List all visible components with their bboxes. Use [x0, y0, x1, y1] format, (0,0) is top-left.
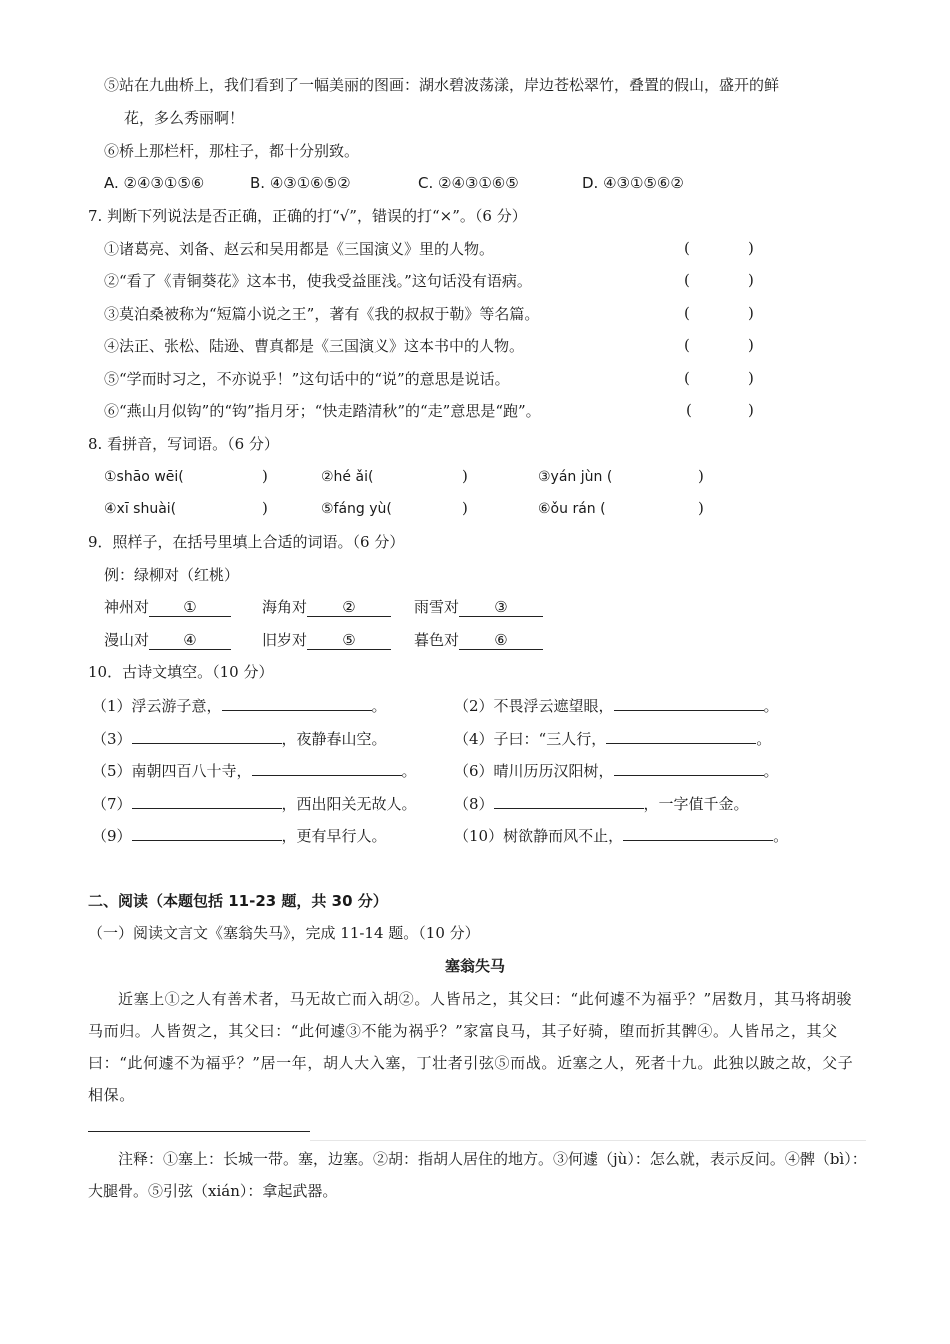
q10-post: 。 [371, 697, 387, 715]
footnote-divider-faint [310, 1140, 866, 1141]
q10-pre: （8） [454, 795, 494, 813]
q10-pre: （5）南朝四百八十寺， [92, 762, 252, 780]
q7-paren-open-4: ( [684, 336, 690, 354]
q8-close-3[interactable]: ) [698, 467, 704, 485]
q8-item-5: ⑤fáng yù( [321, 501, 392, 517]
q7-title: 7. 判断下列说法是否正确，正确的打“√”，错误的打“×”。（6 分） [88, 207, 527, 225]
q8-item-4: ④xī shuài( [104, 501, 177, 517]
q8-item-3: ③yán jùn ( [538, 469, 613, 485]
q9-blank-3[interactable]: ③ [459, 598, 543, 617]
q7-item-1: ①诸葛亮、刘备、赵云和吴用都是《三国演义》里的人物。 [104, 240, 495, 258]
q7-paren-open-1: ( [684, 239, 690, 257]
q6-sentence-5-line2: 花，多么秀丽啊！ [124, 109, 245, 127]
q7-paren-open-2: ( [684, 271, 690, 289]
q10-item-10 [454, 825, 788, 846]
q10-blank-6[interactable] [614, 760, 764, 776]
q10-post: 。 [756, 730, 772, 748]
q6-option-d: D. ④③①⑤⑥② [582, 174, 684, 192]
q9-blank-2[interactable]: ② [307, 598, 391, 617]
q8-item-1: ①shāo wēi( [104, 469, 184, 485]
q10-post: 。 [773, 827, 789, 845]
q10-pre: （4）子曰：“三人行， [454, 730, 607, 748]
q10-blank-4[interactable] [606, 728, 756, 744]
q9-example: 例：绿柳对（红桃） [104, 566, 240, 584]
q8-close-6[interactable]: ) [698, 499, 704, 517]
q10-post: ，西出阳关无故人。 [281, 795, 417, 813]
q10-blank-2[interactable] [614, 695, 764, 711]
q10-post: 。 [401, 762, 417, 780]
q10-item-1 [92, 695, 387, 716]
section2-subtitle: （一）阅读文言文《塞翁失马》，完成 11-14 题。（10 分） [88, 924, 480, 942]
q10-pre: （9） [92, 827, 132, 845]
q7-item-3: ③莫泊桑被称为“短篇小说之王”，著有《我的叔叔于勒》等名篇。 [104, 305, 540, 323]
q10-blank-8[interactable] [494, 793, 644, 809]
q10-post: ，夜静春山空。 [281, 730, 387, 748]
q10-title: 10．古诗文填空。（10 分） [88, 663, 274, 681]
q7-paren-close-6[interactable]: ) [748, 401, 754, 419]
q10-blank-9[interactable] [132, 825, 282, 841]
q10-pre: （1）浮云游子意， [92, 697, 222, 715]
q10-post: ，更有早行人。 [281, 827, 387, 845]
q9-blank-4[interactable]: ④ [149, 631, 231, 650]
q9-item-3 [414, 597, 543, 617]
q10-blank-7[interactable] [132, 793, 282, 809]
q10-item-7 [92, 793, 417, 814]
q8-item-6: ⑥ǒu rán ( [538, 501, 606, 517]
q9-item-label: 漫山对 [104, 631, 150, 649]
q7-item-5: ⑤“学而时习之，不亦说乎！”这句话中的“说”的意思是说话。 [104, 370, 510, 388]
q9-blank-6[interactable]: ⑥ [459, 631, 543, 650]
q7-paren-close-3[interactable]: ) [748, 304, 754, 322]
q6-sentence-5-line1: ⑤站在九曲桥上，我们看到了一幅美丽的图画：湖水碧波荡漾，岸边苍松翠竹，叠置的假山，盛开的鲜 [104, 76, 780, 94]
q7-paren-close-1[interactable]: ) [748, 239, 754, 257]
q8-close-2[interactable]: ) [462, 467, 468, 485]
q10-item-6 [454, 760, 779, 781]
q10-post: 。 [763, 762, 779, 780]
q10-blank-5[interactable] [252, 760, 402, 776]
q9-item-label: 暮色对 [414, 631, 460, 649]
q7-paren-close-2[interactable]: ) [748, 271, 754, 289]
footnote-divider [88, 1131, 310, 1132]
q9-blank-5[interactable]: ⑤ [307, 631, 391, 650]
q10-pre: （3） [92, 730, 132, 748]
q10-item-5 [92, 760, 417, 781]
q9-item-label: 旧岁对 [262, 631, 308, 649]
q10-item-9 [92, 825, 387, 846]
q10-item-2 [454, 695, 779, 716]
q8-close-4[interactable]: ) [262, 499, 268, 517]
q10-post: ，一字值千金。 [643, 795, 749, 813]
q7-paren-close-4[interactable]: ) [748, 336, 754, 354]
q10-blank-1[interactable] [222, 695, 372, 711]
q10-pre: （7） [92, 795, 132, 813]
footnotes: 注释：①塞上：长城一带。塞，边塞。②胡：指胡人居住的地方。③何遽（jù）：怎么就，表示反问。④髀（bì）：大腿骨。⑤引弦（xián）：拿起武器。 [88, 1150, 867, 1200]
article-title: 塞翁失马 [444, 957, 505, 975]
article-body: 近塞上①之人有善术者，马无故亡而入胡②。人皆吊之，其父曰：“此何遽不为福乎？”居数月，其马将胡骏马而归。人皆贺之，其父曰：“此何遽③不能为祸乎？”家富良马，其子好骑，堕而折其髀④。人皆吊之，其父曰：“此何遽不为福乎？”居一年，胡人大入塞，丁壮者引弦⑤而战。近塞之人，死者十九。此独以跛之故，父子相保。 [88, 990, 854, 1104]
q8-title: 8. 看拼音，写词语。（6 分） [88, 435, 279, 453]
q6-option-a: A. ②④③①⑤⑥ [104, 174, 205, 192]
q6-option-b: B. ④③①⑥⑤② [250, 174, 351, 192]
q10-item-3 [92, 728, 387, 749]
q9-item-4 [104, 630, 231, 650]
q9-title: 9．照样子，在括号里填上合适的词语。（6 分） [88, 533, 405, 551]
q7-item-2: ②“看了《青铜葵花》这本书，使我受益匪浅。”这句话没有语病。 [104, 272, 532, 290]
q10-item-8 [454, 793, 749, 814]
q9-item-2 [262, 597, 391, 617]
q9-item-label: 神州对 [104, 598, 150, 616]
q7-paren-open-6: ( [686, 401, 692, 419]
q10-blank-3[interactable] [132, 728, 282, 744]
q8-close-1[interactable]: ) [262, 467, 268, 485]
q10-pre: （2）不畏浮云遮望眼， [454, 697, 614, 715]
q7-item-4: ④法正、张松、陆逊、曹真都是《三国演义》这本书中的人物。 [104, 337, 525, 355]
q8-close-5[interactable]: ) [462, 499, 468, 517]
q6-option-c: C. ②④③①⑥⑤ [418, 174, 519, 192]
q9-item-5 [262, 630, 391, 650]
q9-item-1 [104, 597, 231, 617]
q9-item-label: 海角对 [262, 598, 308, 616]
q9-blank-1[interactable]: ① [149, 598, 231, 617]
q10-blank-10[interactable] [623, 825, 773, 841]
q10-pre: （6）晴川历历汉阳树， [454, 762, 614, 780]
section2-title: 二、阅读（本题包括 11-23 题，共 30 分） [88, 892, 388, 910]
q10-pre: （10）树欲静而风不止， [454, 827, 624, 845]
q7-paren-close-5[interactable]: ) [748, 369, 754, 387]
q8-item-2: ②hé ǎi( [321, 469, 374, 485]
q7-paren-open-5: ( [684, 369, 690, 387]
q10-item-4 [454, 728, 771, 749]
q7-item-6: ⑥“燕山月似钩”的“钩”指月牙；“快走踏清秋”的“走”意思是“跑”。 [104, 402, 541, 420]
q6-sentence-6: ⑥桥上那栏杆，那柱子，都十分别致。 [104, 142, 360, 160]
q9-item-label: 雨雪对 [414, 598, 460, 616]
q10-post: 。 [763, 697, 779, 715]
q7-paren-open-3: ( [684, 304, 690, 322]
q9-item-6 [414, 630, 543, 650]
